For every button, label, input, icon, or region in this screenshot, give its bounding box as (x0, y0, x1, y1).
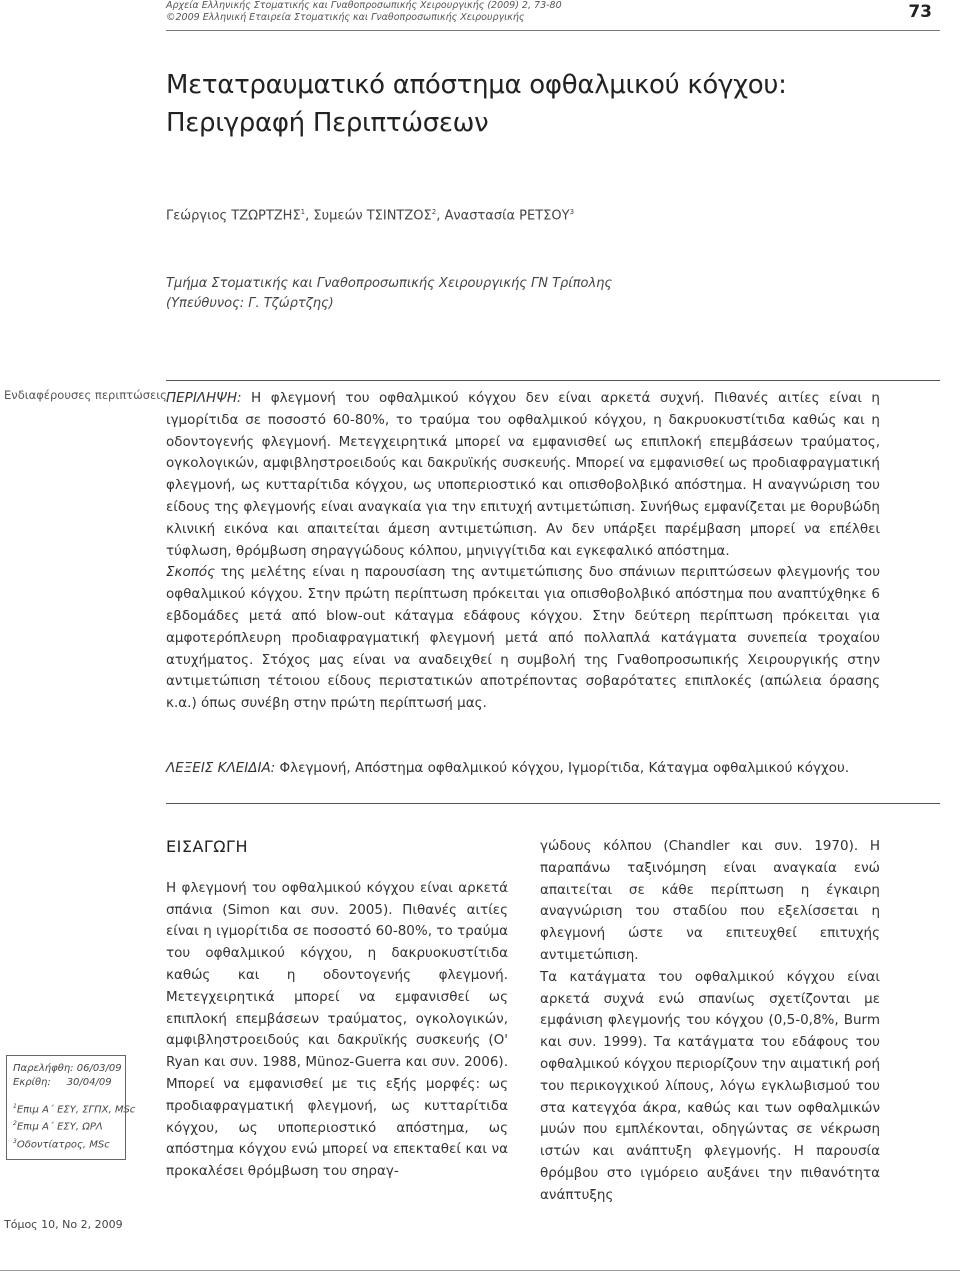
intro-left-column (166, 836, 508, 1183)
affiliation-line-1: Τμήμα Στοματικής και Γναθοπροσωπικής Χειρουργικής ΓΝ Τρίπολης (166, 276, 613, 291)
affiliation-line-2: (Υπεύθυνος: Γ. Τζώρτζης) (166, 296, 334, 311)
article-info-box (6, 1055, 136, 1160)
author-role-1 (13, 1100, 136, 1117)
author-2-sup: 2 (431, 208, 437, 216)
accepted-date: 30/04/09 (66, 1077, 112, 1088)
title-line-1: Μετατραυματικό απόστημα οφθαλμικού κόγχου: (166, 70, 787, 100)
abstract-top-divider (166, 380, 940, 381)
role-1-text: Επιμ Α΄ ΕΣΥ, ΣΓΠΧ, MSc (16, 1104, 136, 1116)
author-list: Γεώργιος ΤΖΩΡΤΖΗΣ$^1$, Συμεών ΤΣΙΝΤΖΟΣ$^2$, Αναστασία ΡΕΤΣΟΥ$^3$ (166, 208, 575, 224)
journal-header (166, 0, 562, 24)
intro-right-para-1: γώδους κόλπου (Chandler και συν. 1970). Η παραπάνω ταξινόμηση είναι αναγκαία ενώ απαιτείται σε κάθε περίπτωση η έγκαιρη αναγνώριση του σταδίου που εξελίσσεται η φλεγμονή ώστε να επιτευχθεί επιτυχής αντιμετώπιση. (540, 838, 880, 963)
header-divider (166, 30, 940, 31)
abstract-para-1 (166, 388, 880, 562)
intro-heading: ΕΙΣΑΓΩΓΗ (166, 837, 248, 856)
keywords-label: ΛΕΞΕΙΣ ΚΛΕΙΔΙΑ: (166, 760, 276, 776)
author-2: Συμεών ΤΣΙΝΤΖΟΣ (313, 208, 432, 224)
keywords-text: Φλεγμονή, Απόστημα οφθαλμικού κόγχου, Ιγμορίτιδα, Κάταγμα οφθαλμικού κόγχου. (279, 760, 850, 776)
role-1-sup: 1 (13, 1103, 17, 1110)
keywords (166, 758, 880, 780)
page-number: 73 (908, 2, 932, 22)
accepted-row (13, 1076, 119, 1090)
role-2-text: Επιμ Α΄ ΕΣΥ, ΩΡΛ (16, 1121, 103, 1133)
abstract-text-2: της μελέτης είναι η παρουσίαση της αντιμετώπισης δυο σπάνιων περιπτώσεων φλεγμονής του οφθαλμικού κόγχου. Στην πρώτη περίπτωση πρόκειται για οπισθοβολβικό απόστημα που αναπτύχθηκε 6 εβδομάδες μετά από blow-out κάταγμα εδάφους κόγχου. Στην δεύτερη περίπτωση πρόκειται για αμφοτερόπλευρη προδιαφραγματική φλεγμονή μετά από πολλαπλά κατάγματα συνεπεία τροχαίου ατυχήματος. Στόχος μας είναι να αναδειχθεί η συμβολή της Γναθοπροσωπικής Χειρουργικής στην αντιμετώπιση τέτοιου είδους περιστατικών αποτρέποντας σοβαρότατες επιπλοκές (απώλεια όρασης κ.α.) όπως συνέβη στην πρώτη περίπτωσή μας. (166, 564, 881, 712)
intro-left-text: Η φλεγμονή του οφθαλμικού κόγχου είναι αρκετά σπάνια (Simon και συν. 2005). Πιθανές αιτίες είναι η ιγμορίτιδα σε ποσοστό 60-80%, το τραύμα του οφθαλμικού κόγχου, η δακρυοκυστίτιδα καθώς και η οδοντογενής φλεγμονή. Μετεγχειρητικά μπορεί να εμφανισθεί ως επιπλοκή επεμβάσεων τραύματος, ογκολογικών, αμφιβληστροειδούς και δακρυϊκής συσκευής (O' Ryan και συν. 1988, Münoz-Guerra και συν. 2006). Μπορεί να εμφανισθεί με τις εξής μορφές: ως προδιαφραγματική φλεγμονή, ως κυτταρίτιδα κόγχου, ως υποπεριοστικό απόστημα, ως απόστημα κόγχου ενώ μπορεί να επεκταθεί και να προκαλέσει θρόμβωση του σηραγ- (166, 879, 508, 1180)
article-title (166, 66, 926, 142)
accepted-label: Εκρίθη: (13, 1077, 51, 1088)
author-1-sup: 1 (300, 208, 306, 216)
role-3-text: Οδοντίατρος, MSc (16, 1138, 110, 1150)
author-3: Αναστασία ΡΕΤΣΟΥ (444, 208, 570, 224)
keywords-divider (166, 803, 940, 804)
received-date: Παρελήφθη: 06/03/09 (13, 1063, 122, 1074)
footer-divider (0, 1270, 960, 1271)
author-3-sup: 3 (569, 208, 575, 216)
author-role-3 (13, 1135, 119, 1152)
intro-right-column (540, 836, 880, 1207)
intro-right-para-2: Τα κατάγματα του οφθαλμικού κόγχου είναι αρκετά συχνά ενώ σπανίως σχετίζονται με εμφάνιση φλεγμονής του κόγχου (0,5-0,8%, Burm και συν. 1999). Τα κατάγματα του εδάφους του οφθαλμικού κόγχου περιορίζουν την αιματική ροή του περικογχικού λίπους, λόγω εγκλωβισμού του στα κατεγχόα άκρα, καθώς και των οφθαλμικών μυών που εμπλέκονται, οδηγώντας σε νέκρωση ιστών και ανάπτυξη φλεγμονής. Η παρουσία θρόμβου στο ιγμόρειο αυξάνει την πιθανότητα ανάπτυξης (540, 968, 880, 1203)
role-2-sup: 2 (13, 1120, 17, 1128)
abstract-para-2 (166, 562, 880, 715)
affiliation (166, 274, 766, 314)
abstract (166, 388, 880, 715)
journal-line-1: Αρχεία Ελληνικής Στοματικής και Γναθοπροσωπικής Χειρουργικής (2009) 2, 73-80 (166, 0, 562, 11)
section-label: Ενδιαφέρουσες περιπτώσεις (4, 388, 167, 402)
footer-volume: Τόμος 10, Νο 2, 2009 (4, 1218, 123, 1231)
role-3-sup: 3 (13, 1137, 17, 1145)
journal-line-2: ©2009 Ελληνική Εταιρεία Στοματικής και Γναθοπροσωπικής Χειρουργικής (166, 12, 525, 23)
abstract-aim-label: Σκοπός (166, 564, 216, 581)
author-role-2 (13, 1117, 119, 1134)
author-1: Γεώργιος ΤΖΩΡΤΖΗΣ (166, 208, 301, 224)
abstract-text-1: Η φλεγμονή του οφθαλμικού κόγχου δεν είναι αρκετά συχνή. Πιθανές αιτίες είναι η ιγμορίτιδα σε ποσοστό 60-80%, το τραύμα του οφθαλμικού κόγχου, η δακρυοκυστίτιδα καθώς και η οδοντογενής φλεγμονή. Μετεγχειρητικά μπορεί να εμφανισθεί ως επιπλοκή επεμβάσεων τραύματος, ογκολογικών, αμφιβληστροειδούς και δακρυϊκής συσκευής. Μπορεί να εμφανισθεί ως προδιαφραγματική φλεγμονή, ως κυτταρίτιδα κόγχου, ως υποπεριοστικό και οπισθοβολβικό απόστημα. Η αναγνώριση του είδους της φλεγμονής είναι αναγκαία για την επιτυχή αντιμετώπιση. Συνήθως εμφανίζεται με θορυβώδη κλινική εικόνα και απαιτείται άμεση αντιμετώπιση. Αν δεν υπάρξει παρέμβαση μπορεί να επέλθει τύφλωση, θρόμβωση σηραγγώδους κόλπου, μηνιγγίτιδα και εγκεφαλικό απόστημα. (166, 390, 880, 559)
abstract-label: ΠΕΡΙΛΗΨΗ: (166, 390, 242, 406)
title-line-2: Περιγραφή Περιπτώσεων (166, 108, 489, 138)
